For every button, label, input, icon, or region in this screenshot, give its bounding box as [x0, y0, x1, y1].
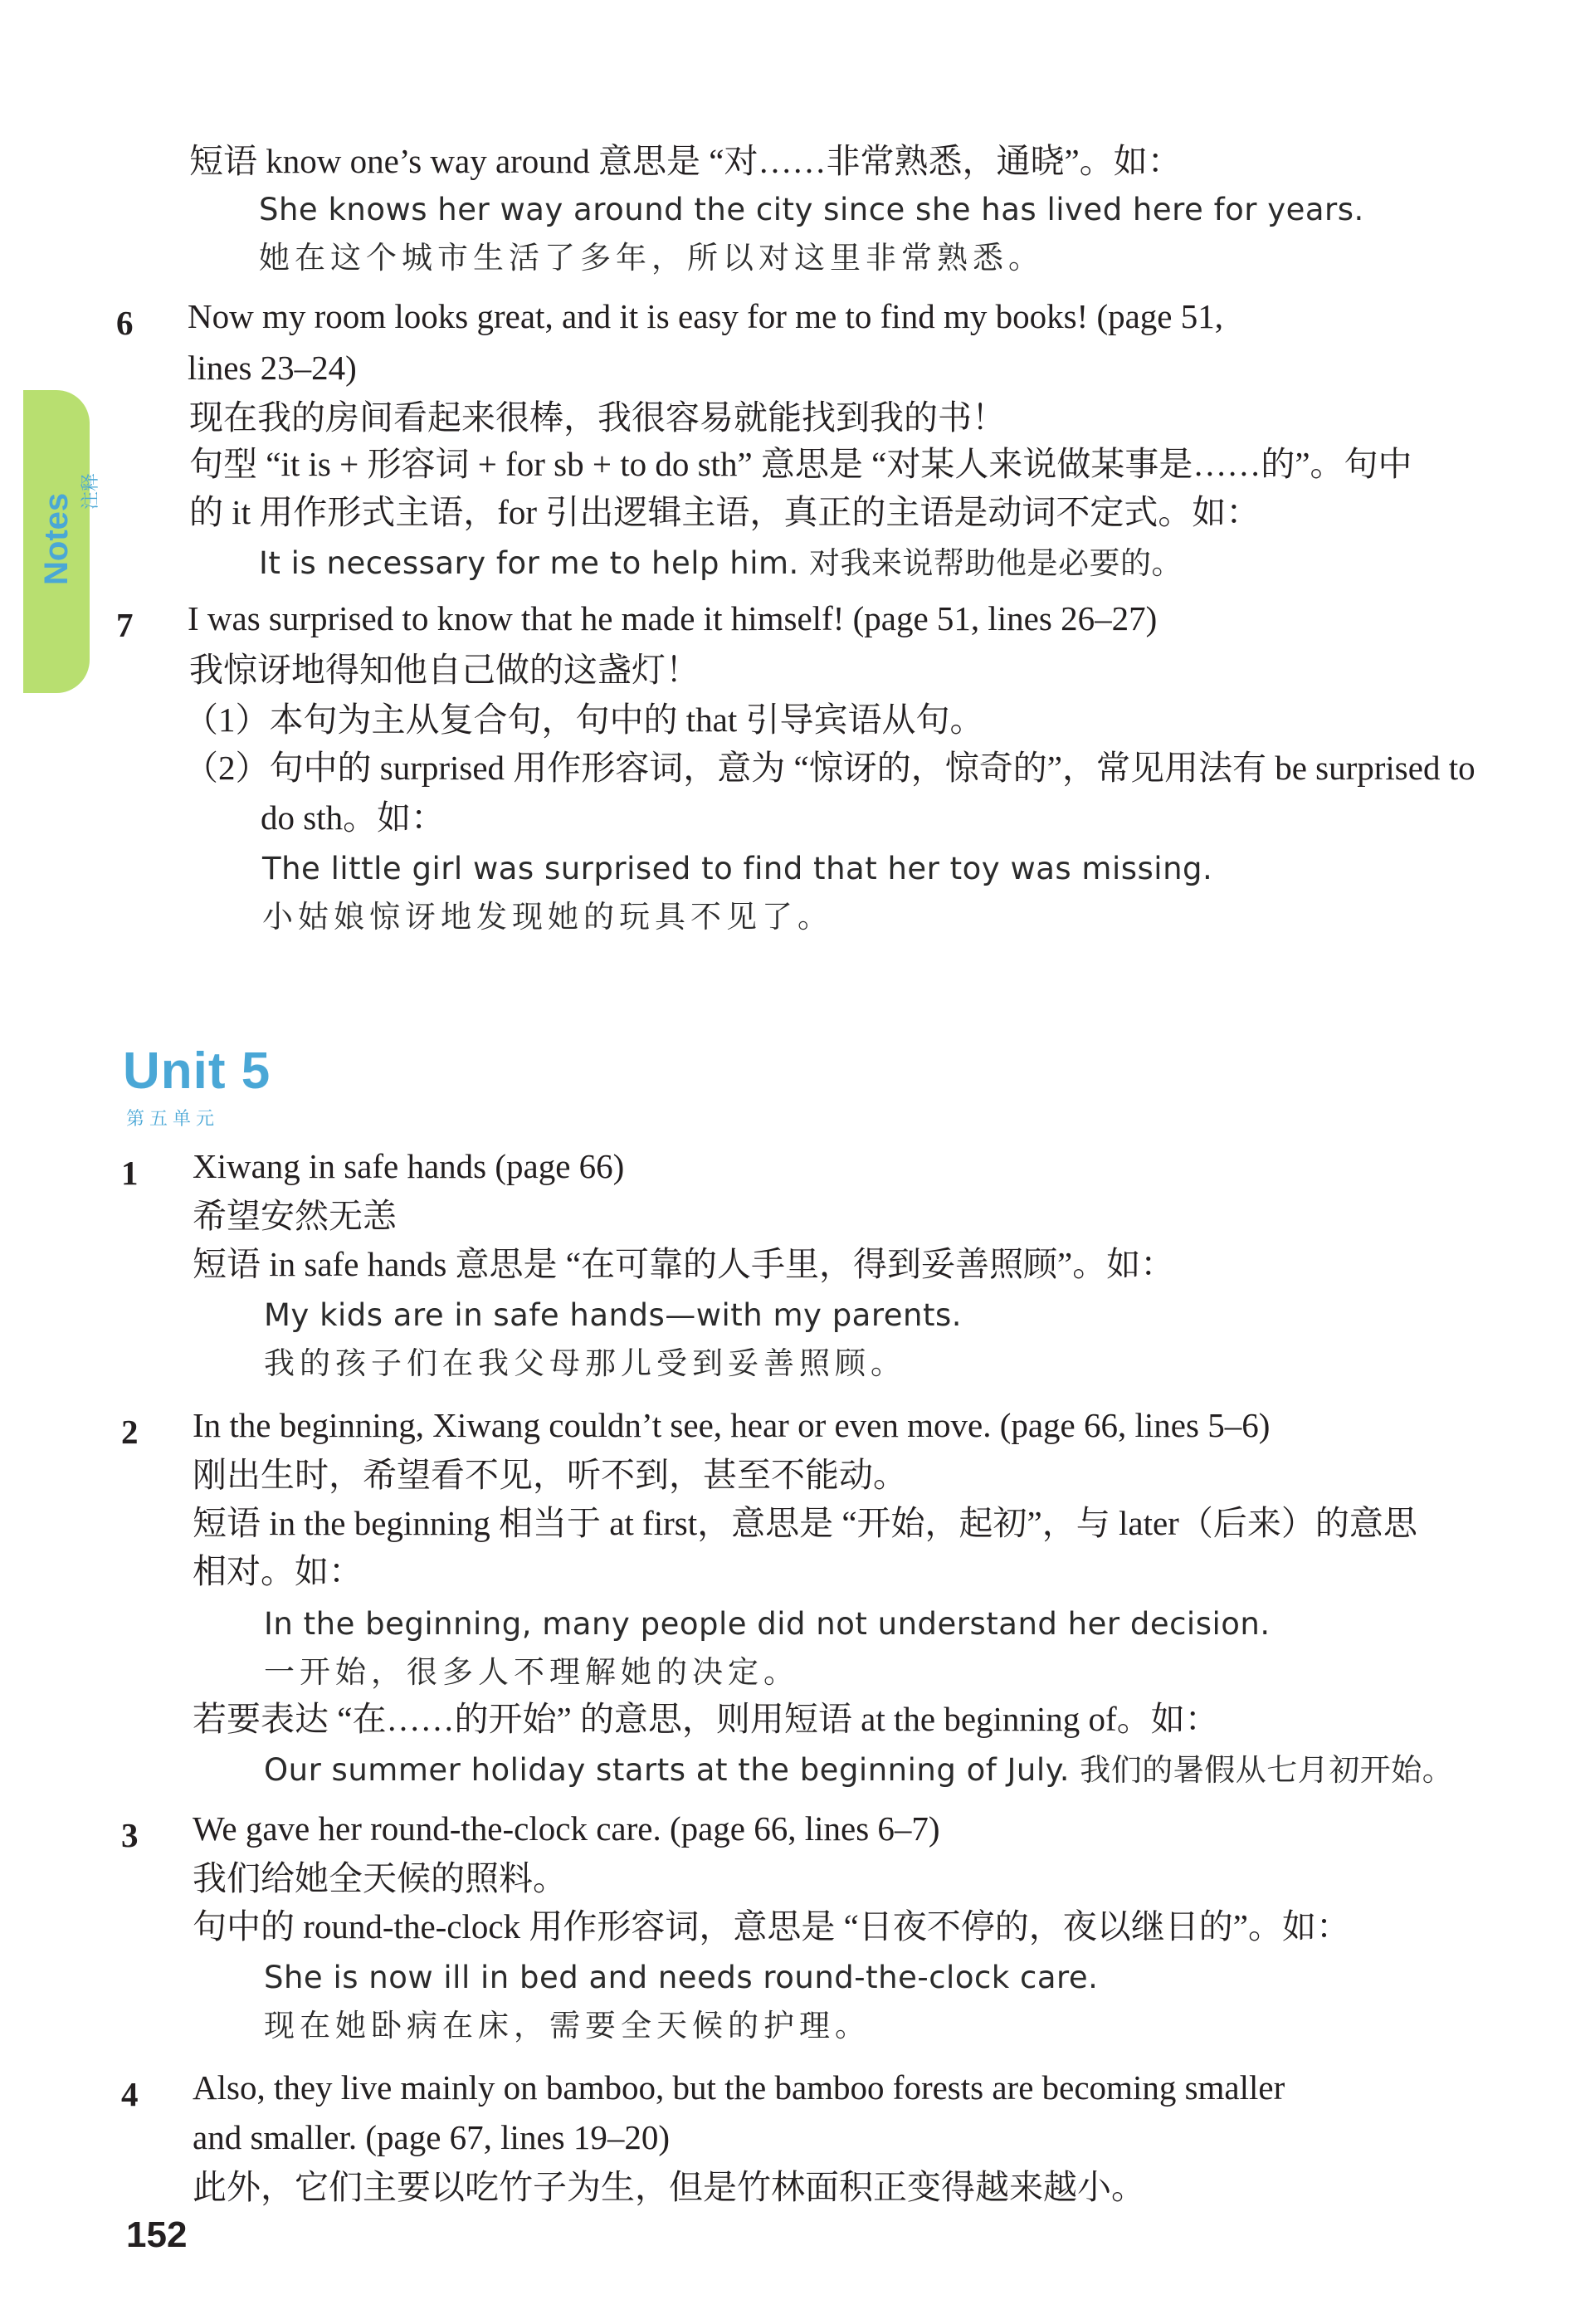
note-number: 7: [116, 606, 134, 644]
note-sentence: I was surprised to know that he made it himself! (page 51, lines 26–27): [188, 599, 1158, 637]
note-explanation: 句型 “it is + 形容词 + for sb + to do sth” 意思是 “对某人来说做某事是……的”。句中: [189, 445, 1412, 483]
example-en: The little girl was surprised to find that her toy was missing.: [262, 851, 1213, 886]
note-text: 短语 know one’s way around 意思是 “对……非常熟悉，通晓”。如：: [189, 142, 1182, 180]
note-translation: 希望安然无恙: [193, 1197, 397, 1235]
note-sentence: and smaller. (page 67, lines 19–20): [193, 2118, 671, 2156]
note-number: 1: [121, 1154, 139, 1192]
note-number: 4: [121, 2075, 139, 2113]
note-translation: 我惊讶地得知他自己做的这盏灯！: [189, 651, 700, 689]
note-translation: 现在我的房间看起来很棒，我很容易就能找到我的书！: [189, 398, 1006, 437]
example-zh: 现在她卧病在床，需要全天候的护理。: [264, 2008, 871, 2043]
example-en: In the beginning, many people did not understand her decision.: [264, 1606, 1271, 1642]
note-sentence: Also, they live mainly on bamboo, but the bamboo forests are becoming smaller: [193, 2068, 1285, 2107]
unit-subtitle: 第五单元: [126, 1109, 220, 1130]
note-explanation: 若要表达 “在……的开始” 的意思，则用短语 at the beginning of。如：: [193, 1700, 1219, 1738]
note-number: 6: [116, 304, 134, 342]
notes-tab-label: Notes: [38, 492, 75, 585]
note-sentence: In the beginning, Xiwang couldn’t see, hear or even move. (page 66, lines 5–6): [193, 1406, 1271, 1444]
example-zh: 我的孩子们在我父母那儿受到妥善照顾。: [264, 1345, 906, 1381]
note-explanation: 句中的 round-the-clock 用作形容词，意思是 “日夜不停的，夜以继日的”。如：: [193, 1907, 1350, 1946]
example-en: She is now ill in bed and needs round-the-clock care.: [264, 1960, 1099, 1995]
note-explanation: 相对。如：: [193, 1552, 363, 1590]
note-explanation: 的 it 用作形式主语，for 引出逻辑主语，真正的主语是动词不定式。如：: [189, 493, 1261, 531]
example-zh: 一开始，很多人不理解她的决定。: [264, 1654, 799, 1690]
note-translation: 刚出生时，希望看不见，听不到，甚至不能动。: [193, 1456, 907, 1494]
unit-title: Unit 5: [123, 1042, 271, 1100]
note-sentence: lines 23–24): [188, 349, 357, 387]
note-point: （1）本句为主从复合句，句中的 that 引导宾语从句。: [184, 701, 984, 739]
notes-tab-label-zh: 注释: [80, 472, 101, 510]
example-zh: 她在这个城市生活了多年，所以对这里非常熟悉。: [259, 240, 1044, 276]
note-point: do sth。如：: [261, 798, 446, 837]
note-point: （2）句中的 surprised 用作形容词，意为 “惊讶的，惊奇的”，常见用法有 be surprised to: [184, 749, 1475, 787]
note-translation: 我们给她全天候的照料。: [193, 1859, 567, 1897]
page-number: 152: [126, 2214, 188, 2255]
note-number: 2: [121, 1413, 139, 1451]
note-explanation: 短语 in the beginning 相当于 at first，意思是 “开始，起初”，与 later（后来）的意思: [193, 1504, 1417, 1542]
note-explanation: 短语 in safe hands 意思是 “在可靠的人手里，得到妥善照顾”。如：: [193, 1245, 1175, 1283]
note-number: 3: [121, 1816, 139, 1854]
note-sentence: Xiwang in safe hands (page 66): [193, 1147, 625, 1185]
note-translation: 此外，它们主要以吃竹子为生，但是竹林面积正变得越来越小。: [193, 2168, 1145, 2206]
example-en: My kids are in safe hands—with my parents.: [264, 1297, 963, 1333]
example-zh: 小姑娘惊讶地发现她的玩具不见了。: [262, 899, 833, 935]
note-sentence: Now my room looks great, and it is easy for me to find my books! (page 51,: [188, 297, 1223, 335]
example-en: Our summer holiday starts at the beginning of July. 我们的暑假从七月初开始。: [264, 1752, 1454, 1788]
example-en: She knows her way around the city since she has lived here for years.: [259, 192, 1364, 227]
note-sentence: We gave her round-the-clock care. (page 66, lines 6–7): [193, 1809, 940, 1848]
example-en: It is necessary for me to help him. 对我来说帮助他是必要的。: [259, 545, 1183, 581]
